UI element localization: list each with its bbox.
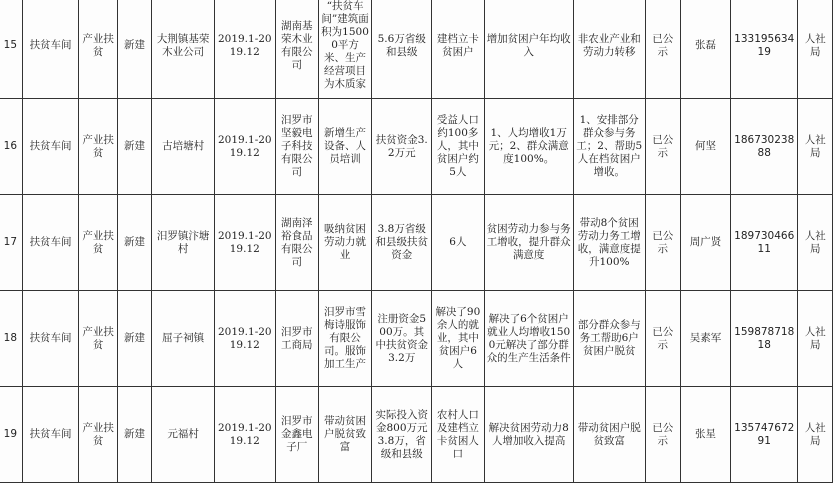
phone-cell: 15987871818 [731, 291, 798, 387]
category-cell: 产业扶贫 [79, 195, 117, 291]
status-cell: 已公示 [645, 99, 680, 195]
goal-cell: 部分群众参与务工帮助6户贫困户脱贫 [573, 291, 645, 387]
mechanism-cell: 贫困劳动力参与务工增收，提升群众满意度 [484, 195, 573, 291]
owner-cell: 湖南泽裕食品有限公司 [275, 195, 318, 291]
phone-cell: 13319563419 [731, 0, 798, 99]
table-row [0, 387, 833, 483]
beneficiaries-cell: 解决了90余人的就业，其中贫困户6人 [432, 291, 484, 387]
contact-cell: 张磊 [681, 0, 731, 99]
project-type-cell: 扶贫车间 [22, 387, 79, 483]
owner-cell: 汨罗市坚毅电子科技有限公司 [275, 99, 318, 195]
category-cell: 产业扶贫 [79, 387, 117, 483]
mechanism-cell: 增加贫困户年均收入 [484, 0, 573, 99]
goal-cell: 带动贫困户脱贫致富 [573, 387, 645, 483]
table-row [0, 0, 833, 99]
phone-cell: 13574767291 [731, 387, 798, 483]
owner-cell: 汨罗市工商局 [275, 291, 318, 387]
department-cell: 人社局 [798, 0, 833, 99]
status-cell: 已公示 [645, 195, 680, 291]
beneficiaries-cell: 6人 [432, 195, 484, 291]
table-row [0, 195, 833, 291]
contact-cell: 周广贤 [681, 195, 731, 291]
status-cell: 已公示 [645, 387, 680, 483]
contact-cell: 张星 [681, 387, 731, 483]
row-number: 18 [0, 291, 22, 387]
location-cell: 元福村 [152, 387, 215, 483]
period-cell: 2019.1-2019.12 [214, 195, 275, 291]
mechanism-cell: 解决贫困劳动力8人增加收入提高 [484, 387, 573, 483]
row-number: 17 [0, 195, 22, 291]
department-cell: 人社局 [798, 387, 833, 483]
location-cell: 大荆镇基荣木业公司 [152, 0, 215, 99]
content-cell: 吸纳贫困劳动力就业 [318, 195, 371, 291]
location-cell: 汨罗镇汴塘村 [152, 195, 215, 291]
funds-cell: 注册资金500万。其中扶贫资金3.2万 [372, 291, 432, 387]
phone-cell: 18673023888 [731, 99, 798, 195]
status-cell: 已公示 [645, 291, 680, 387]
contact-cell: 吴素军 [681, 291, 731, 387]
owner-cell: 汨罗市金鑫电子厂 [275, 387, 318, 483]
category-cell: 产业扶贫 [79, 99, 117, 195]
funds-cell: 扶贫资金3.2万元 [372, 99, 432, 195]
beneficiaries-cell: 农村人口及建档立卡贫困人口 [432, 387, 484, 483]
build-type-cell: 新建 [117, 99, 151, 195]
project-type-cell: 扶贫车间 [22, 195, 79, 291]
content-cell: 汨罗市雪梅诗服饰有限公司。服饰加工生产 [318, 291, 371, 387]
content-cell: 带动贫困户脱贫致富 [318, 387, 371, 483]
department-cell: 人社局 [798, 99, 833, 195]
contact-cell: 何坚 [681, 99, 731, 195]
phone-cell: 18973046611 [731, 195, 798, 291]
project-type-cell: 扶贫车间 [22, 291, 79, 387]
funds-cell: 实际投入资金800万元3.8万，省级和县级 [372, 387, 432, 483]
build-type-cell: 新建 [117, 387, 151, 483]
beneficiaries-cell: 受益人口约100多人，其中贫困户约5人 [432, 99, 484, 195]
build-type-cell: 新建 [117, 195, 151, 291]
row-number: 15 [0, 0, 22, 99]
period-cell: 2019.1-2019.12 [214, 387, 275, 483]
period-cell: 2019.1-2019.12 [214, 291, 275, 387]
period-cell: 2019.1-2019.12 [214, 99, 275, 195]
content-cell: 新增生产设备、人员培训 [318, 99, 371, 195]
status-cell: 已公示 [645, 0, 680, 99]
department-cell: 人社局 [798, 195, 833, 291]
goal-cell: 带动8个贫困劳动力务工增收，满意度提升100% [573, 195, 645, 291]
category-cell: 产业扶贫 [79, 0, 117, 99]
department-cell: 人社局 [798, 291, 833, 387]
table-row [0, 99, 833, 195]
funds-cell: 3.8万省级和县级扶贫资金 [372, 195, 432, 291]
period-cell: 2019.1-2019.12 [214, 0, 275, 99]
mechanism-cell: 1、人均增收1万元；2、群众满意度100%。 [484, 99, 573, 195]
mechanism-cell: 解决了6个贫困户就业人均增收1500元解决了部分群众的生产生活条件 [484, 291, 573, 387]
beneficiaries-cell: 建档立卡贫困户 [432, 0, 484, 99]
build-type-cell: 新建 [117, 0, 151, 99]
table-row [0, 291, 833, 387]
location-cell: 屈子祠镇 [152, 291, 215, 387]
content-cell: “扶贫车间”建筑面积为15000平方米、生产经营项目为木质家 [318, 0, 371, 99]
owner-cell: 湖南基荣木业有限公司 [275, 0, 318, 99]
build-type-cell: 新建 [117, 291, 151, 387]
funds-cell: 5.6万省级和县级 [372, 0, 432, 99]
goal-cell: 1、安排部分群众参与务工；2、帮助5人在档贫困户增收。 [573, 99, 645, 195]
location-cell: 古培塘村 [152, 99, 215, 195]
row-number: 16 [0, 99, 22, 195]
project-type-cell: 扶贫车间 [22, 99, 79, 195]
project-type-cell: 扶贫车间 [22, 0, 79, 99]
goal-cell: 非农业产业和劳动力转移 [573, 0, 645, 99]
category-cell: 产业扶贫 [79, 291, 117, 387]
row-number: 19 [0, 387, 22, 483]
